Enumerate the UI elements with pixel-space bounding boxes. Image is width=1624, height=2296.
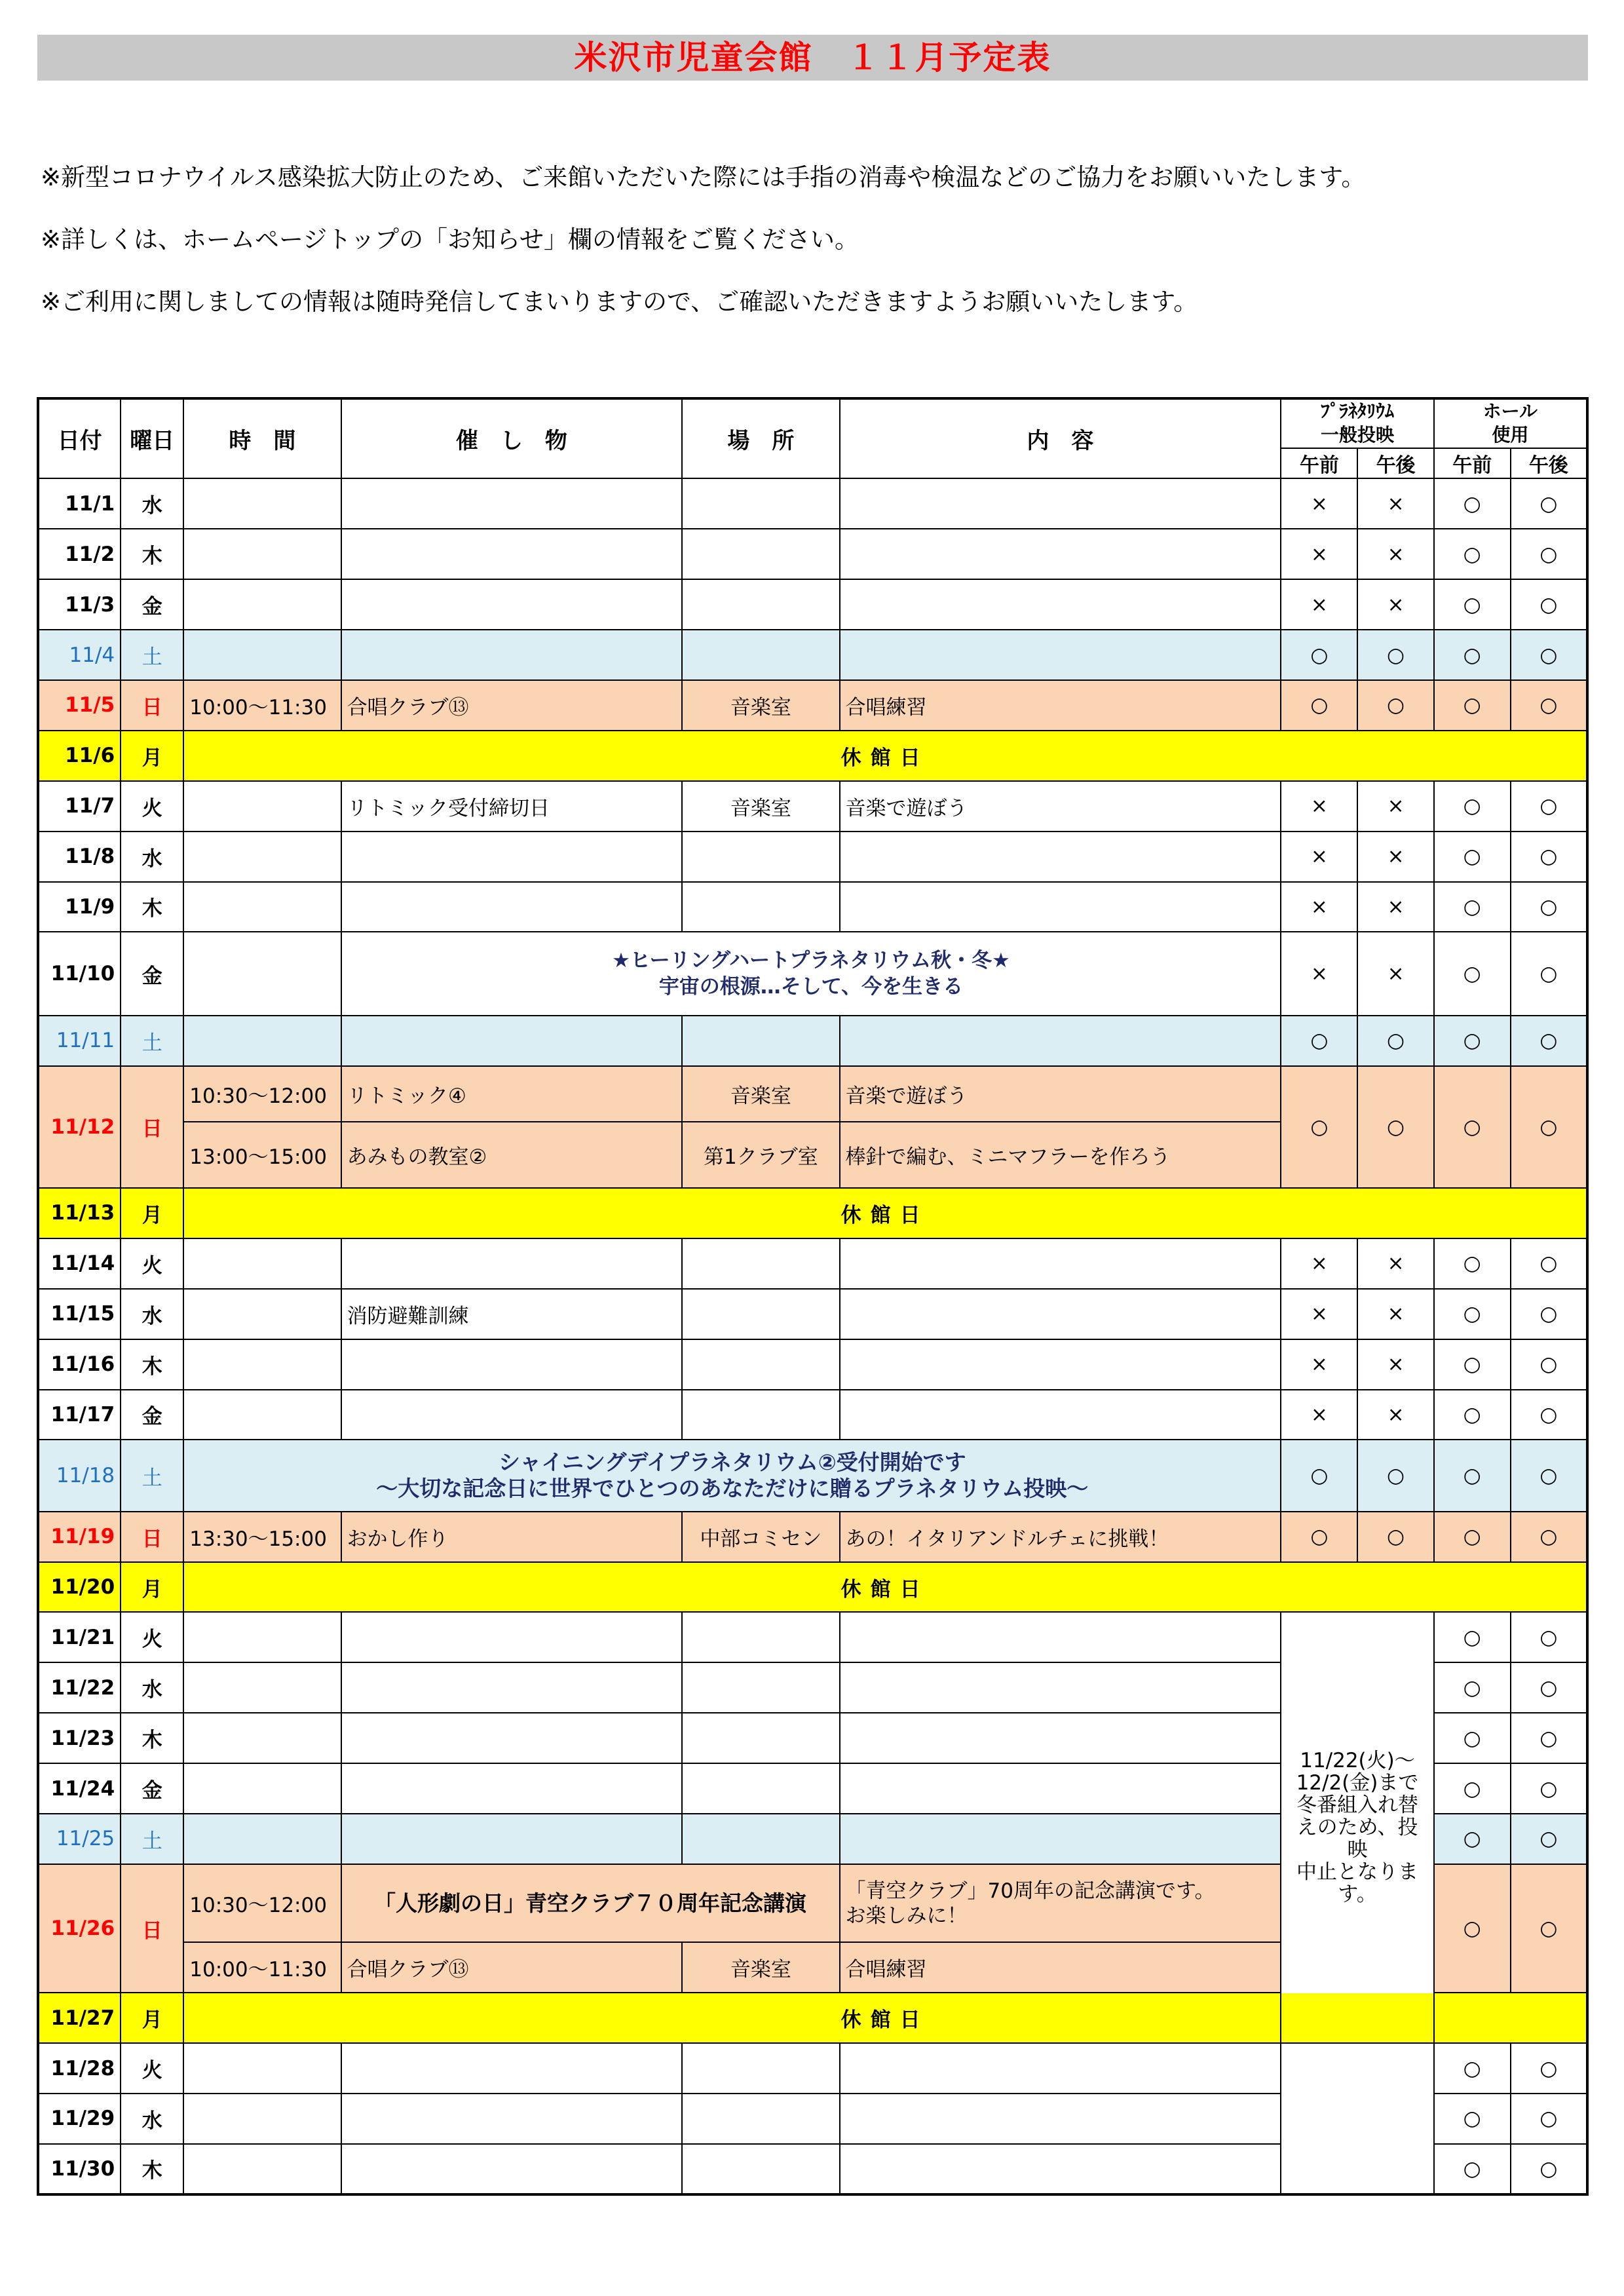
table-row — [38, 1289, 1587, 1339]
mark-cell: ○ — [1511, 478, 1587, 529]
mark-cell: × — [1357, 1390, 1433, 1440]
mark-cell: × — [1281, 1289, 1357, 1339]
place-cell — [682, 1289, 839, 1339]
mark-cell: ○ — [1511, 781, 1587, 832]
time-cell — [183, 1390, 341, 1440]
mark-cell: ○ — [1434, 781, 1511, 832]
event-cell — [341, 1662, 683, 1713]
time-cell — [183, 1289, 341, 1339]
planetarium-blank-cell — [1281, 2043, 1433, 2194]
mark-cell: ○ — [1357, 1512, 1433, 1562]
date-cell: 11/3 — [38, 579, 121, 630]
mark-cell: ○ — [1511, 2144, 1587, 2194]
date-cell: 11/4 — [38, 630, 121, 680]
weekday-cell: 月 — [121, 731, 183, 781]
mark-cell: × — [1281, 529, 1357, 579]
weekday-cell: 日 — [121, 1066, 183, 1188]
mark-cell: ○ — [1434, 1864, 1511, 1993]
time-cell — [183, 932, 341, 1015]
date-cell: 11/22 — [38, 1662, 121, 1713]
event-cell: あみもの教室② — [341, 1122, 683, 1188]
mark-cell: ○ — [1357, 630, 1433, 680]
weekday-cell: 火 — [121, 1238, 183, 1289]
closed-cell: 休館日 — [183, 1993, 1587, 2043]
weekday-cell: 金 — [121, 1763, 183, 1814]
header-am: 午前 — [1281, 448, 1357, 479]
mark-cell: ○ — [1511, 2043, 1587, 2094]
mark-cell: ○ — [1434, 2094, 1511, 2144]
event-cell — [341, 478, 683, 529]
mark-cell: ○ — [1511, 1238, 1587, 1289]
time-cell — [183, 1763, 341, 1814]
date-cell: 11/29 — [38, 2094, 121, 2144]
table-row — [38, 1993, 1587, 2043]
table-row — [38, 1016, 1587, 1066]
event-cell — [341, 529, 683, 579]
event-cell — [341, 1713, 683, 1763]
table-row — [38, 2043, 1587, 2094]
table-header-row — [38, 398, 1587, 448]
event-cell — [341, 1238, 683, 1289]
mark-cell: ○ — [1434, 680, 1511, 731]
event-cell: おかし作り — [341, 1512, 683, 1562]
closed-cell: 休館日 — [183, 1188, 1587, 1238]
mark-cell: × — [1281, 579, 1357, 630]
date-cell: 11/10 — [38, 932, 121, 1015]
content-cell — [840, 1763, 1281, 1814]
date-cell: 11/12 — [38, 1066, 121, 1188]
place-cell — [682, 832, 839, 882]
mark-cell: ○ — [1434, 478, 1511, 529]
weekday-cell: 火 — [121, 781, 183, 832]
content-cell — [840, 1016, 1281, 1066]
table-row — [38, 529, 1587, 579]
weekday-cell: 木 — [121, 529, 183, 579]
weekday-cell: 水 — [121, 478, 183, 529]
table-row — [38, 680, 1587, 731]
weekday-cell: 土 — [121, 1016, 183, 1066]
header-pm: 午後 — [1357, 448, 1433, 479]
date-cell: 11/9 — [38, 882, 121, 932]
date-cell: 11/15 — [38, 1289, 121, 1339]
time-cell — [183, 781, 341, 832]
mark-cell: ○ — [1281, 1440, 1357, 1511]
mark-cell: ○ — [1281, 630, 1357, 680]
time-cell — [183, 1713, 341, 1763]
mark-cell: × — [1357, 832, 1433, 882]
table-row — [38, 1339, 1587, 1390]
weekday-cell: 水 — [121, 2094, 183, 2144]
date-cell: 11/8 — [38, 832, 121, 882]
mark-cell: ○ — [1434, 1662, 1511, 1713]
time-cell — [183, 2043, 341, 2094]
content-cell — [840, 1339, 1281, 1390]
place-cell — [682, 2043, 839, 2094]
content-cell — [840, 1713, 1281, 1763]
mark-cell: ○ — [1357, 1066, 1433, 1188]
notice-line: ※ご利用に関しましての情報は随時発信してまいりますので、ご確認いただきますようお願いいたします。 — [41, 288, 1198, 316]
time-cell — [183, 832, 341, 882]
place-cell — [682, 630, 839, 680]
mark-cell: × — [1281, 882, 1357, 932]
place-cell: 第1クラブ室 — [682, 1122, 839, 1188]
mark-cell: ○ — [1511, 579, 1587, 630]
place-cell: 中部コミセン — [682, 1512, 839, 1562]
mark-cell: × — [1281, 1238, 1357, 1289]
weekday-cell: 日 — [121, 1512, 183, 1562]
event-notice: シャイニングデイプラネタリウム②受付開始です ～大切な記念日に世界でひとつのあなただけに贈るプラネタリウム投映～ — [183, 1440, 1281, 1511]
content-cell — [840, 1662, 1281, 1713]
mark-cell: ○ — [1434, 630, 1511, 680]
date-cell: 11/17 — [38, 1390, 121, 1440]
time-cell — [183, 630, 341, 680]
place-cell — [682, 1713, 839, 1763]
header-planetarium: ﾌﾟﾗﾈﾀﾘｳﾑ 一般投映 — [1281, 398, 1433, 448]
content-cell: 棒針で編む、ミニマフラーを作ろう — [840, 1122, 1281, 1188]
schedule-table — [37, 397, 1589, 2196]
mark-cell: ○ — [1511, 2094, 1587, 2144]
table-row — [38, 478, 1587, 529]
date-cell: 11/16 — [38, 1339, 121, 1390]
event-cell: 合唱クラブ⑬ — [341, 1942, 683, 1993]
mark-cell: ○ — [1434, 1440, 1511, 1511]
mark-cell: ○ — [1281, 680, 1357, 731]
table-row — [38, 630, 1587, 680]
mark-cell: ○ — [1511, 1339, 1587, 1390]
event-cell — [341, 630, 683, 680]
time-cell — [183, 882, 341, 932]
mark-cell: × — [1357, 1238, 1433, 1289]
place-cell — [682, 2094, 839, 2144]
weekday-cell: 木 — [121, 1339, 183, 1390]
content-cell — [840, 2043, 1281, 2094]
content-cell: 「青空クラブ」70周年の記念講演です。 お楽しみに！ — [840, 1864, 1281, 1942]
mark-cell: ○ — [1511, 1016, 1587, 1066]
header-hall: ホール 使用 — [1434, 398, 1587, 448]
mark-cell: ○ — [1511, 1390, 1587, 1440]
event-cell: 合唱クラブ⑬ — [341, 680, 683, 731]
weekday-cell: 火 — [121, 2043, 183, 2094]
event-cell — [341, 2144, 683, 2194]
header-weekday: 曜日 — [121, 398, 183, 478]
mark-cell: ○ — [1434, 1339, 1511, 1390]
time-cell — [183, 1814, 341, 1864]
place-cell — [682, 529, 839, 579]
weekday-cell: 月 — [121, 1993, 183, 2043]
mark-cell: × — [1281, 478, 1357, 529]
mark-cell: ○ — [1511, 1713, 1587, 1763]
event-cell — [341, 882, 683, 932]
mark-cell: ○ — [1434, 832, 1511, 882]
mark-cell: ○ — [1434, 932, 1511, 1015]
mark-cell: ○ — [1434, 2144, 1511, 2194]
closed-cell: 休館日 — [183, 1562, 1587, 1613]
time-cell — [183, 579, 341, 630]
date-cell: 11/19 — [38, 1512, 121, 1562]
mark-cell: ○ — [1434, 1066, 1511, 1188]
weekday-cell: 水 — [121, 832, 183, 882]
date-cell: 11/28 — [38, 2043, 121, 2094]
header-content: 内 容 — [840, 398, 1281, 478]
table-row — [38, 1562, 1587, 1613]
mark-cell: ○ — [1434, 1289, 1511, 1339]
mark-cell: ○ — [1511, 832, 1587, 882]
mark-cell: ○ — [1434, 1612, 1511, 1662]
content-cell — [840, 1612, 1281, 1662]
page-title: 米沢市児童会館 １１月予定表 — [37, 35, 1588, 81]
planetarium-suspension-note: 11/22(火)～ 12/2(金)まで 冬番組入れ替 えのため、投映 中止となりま す。 — [1281, 1612, 1433, 2043]
event-cell: 「人形劇の日」青空クラブ７０周年記念講演 — [341, 1864, 840, 1942]
time-cell: 10:30～12:00 — [183, 1066, 341, 1122]
mark-cell: ○ — [1357, 1016, 1433, 1066]
table-row — [38, 1440, 1587, 1511]
mark-cell: ○ — [1434, 1713, 1511, 1763]
content-cell: 合唱練習 — [840, 680, 1281, 731]
mark-cell: ○ — [1434, 2043, 1511, 2094]
event-cell: リトミック④ — [341, 1066, 683, 1122]
table-row — [38, 579, 1587, 630]
closed-cell: 休館日 — [183, 731, 1587, 781]
date-cell: 11/30 — [38, 2144, 121, 2194]
time-cell — [183, 478, 341, 529]
event-cell — [341, 1016, 683, 1066]
place-cell: 音楽室 — [682, 680, 839, 731]
place-cell: 音楽室 — [682, 781, 839, 832]
mark-cell: × — [1357, 882, 1433, 932]
place-cell: 音楽室 — [682, 1066, 839, 1122]
mark-cell: × — [1281, 781, 1357, 832]
table-row — [38, 932, 1587, 1015]
date-cell: 11/7 — [38, 781, 121, 832]
date-cell: 11/18 — [38, 1440, 121, 1511]
time-cell — [183, 1612, 341, 1662]
place-cell — [682, 1390, 839, 1440]
mark-cell: ○ — [1511, 1440, 1587, 1511]
date-cell: 11/5 — [38, 680, 121, 731]
event-cell — [341, 2094, 683, 2144]
mark-cell: ○ — [1434, 1763, 1511, 1814]
mark-cell: ○ — [1434, 1016, 1511, 1066]
mark-cell: ○ — [1511, 1864, 1587, 1993]
mark-cell: ○ — [1511, 630, 1587, 680]
mark-cell: × — [1281, 1339, 1357, 1390]
date-cell: 11/25 — [38, 1814, 121, 1864]
mark-cell: ○ — [1357, 680, 1433, 731]
weekday-cell: 月 — [121, 1188, 183, 1238]
date-cell: 11/20 — [38, 1562, 121, 1613]
event-cell — [341, 832, 683, 882]
content-cell — [840, 832, 1281, 882]
mark-cell: × — [1357, 1339, 1433, 1390]
header-am: 午前 — [1434, 448, 1511, 479]
mark-cell: ○ — [1511, 932, 1587, 1015]
weekday-cell: 土 — [121, 1814, 183, 1864]
time-cell — [183, 1662, 341, 1713]
time-cell — [183, 1238, 341, 1289]
place-cell — [682, 1238, 839, 1289]
place-cell — [682, 1814, 839, 1864]
notice-line: ※詳しくは、ホームページトップの「お知らせ」欄の情報をご覧ください。 — [41, 225, 859, 254]
content-cell — [840, 1390, 1281, 1440]
weekday-cell: 水 — [121, 1662, 183, 1713]
table-row — [38, 1612, 1587, 1662]
time-cell: 10:30～12:00 — [183, 1864, 341, 1942]
weekday-cell: 木 — [121, 2144, 183, 2194]
weekday-cell: 木 — [121, 882, 183, 932]
date-cell: 11/26 — [38, 1864, 121, 1993]
event-cell — [341, 1814, 683, 1864]
place-cell — [682, 2144, 839, 2194]
weekday-cell: 日 — [121, 680, 183, 731]
weekday-cell: 金 — [121, 1390, 183, 1440]
event-cell — [341, 1339, 683, 1390]
mark-cell: ○ — [1434, 1390, 1511, 1440]
mark-cell: ○ — [1434, 1512, 1511, 1562]
mark-cell: × — [1357, 1289, 1433, 1339]
mark-cell: ○ — [1434, 529, 1511, 579]
mark-cell: ○ — [1511, 1612, 1587, 1662]
header-pm: 午後 — [1511, 448, 1587, 479]
time-cell — [183, 529, 341, 579]
content-cell — [840, 2094, 1281, 2144]
mark-cell: ○ — [1511, 1662, 1587, 1713]
time-cell — [183, 1016, 341, 1066]
mark-cell: ○ — [1434, 1814, 1511, 1864]
table-row — [38, 832, 1587, 882]
weekday-cell: 水 — [121, 1289, 183, 1339]
weekday-cell: 金 — [121, 932, 183, 1015]
table-row — [38, 731, 1587, 781]
content-cell — [840, 630, 1281, 680]
table-row — [38, 781, 1587, 832]
mark-cell: ○ — [1511, 1066, 1587, 1188]
header-date: 日付 — [38, 398, 121, 478]
date-cell: 11/14 — [38, 1238, 121, 1289]
mark-cell: × — [1357, 932, 1433, 1015]
place-cell — [682, 579, 839, 630]
content-cell — [840, 1289, 1281, 1339]
event-cell: 消防避難訓練 — [341, 1289, 683, 1339]
mark-cell: ○ — [1511, 882, 1587, 932]
table-row — [38, 1390, 1587, 1440]
weekday-cell: 日 — [121, 1864, 183, 1993]
mark-cell: ○ — [1434, 579, 1511, 630]
mark-cell: ○ — [1281, 1066, 1357, 1188]
weekday-cell: 土 — [121, 1440, 183, 1511]
place-cell — [682, 1016, 839, 1066]
content-cell — [840, 1238, 1281, 1289]
date-cell: 11/21 — [38, 1612, 121, 1662]
mark-cell: × — [1357, 579, 1433, 630]
mark-cell: ○ — [1511, 680, 1587, 731]
mark-cell: × — [1357, 529, 1433, 579]
place-cell — [682, 478, 839, 529]
table-row — [38, 1512, 1587, 1562]
place-cell — [682, 1662, 839, 1713]
mark-cell: ○ — [1281, 1512, 1357, 1562]
mark-cell: ○ — [1511, 1289, 1587, 1339]
event-cell — [341, 1763, 683, 1814]
content-cell: あの！イタリアンドルチェに挑戦！ — [840, 1512, 1281, 1562]
header-time: 時 間 — [183, 398, 341, 478]
content-cell: 合唱練習 — [840, 1942, 1281, 1993]
time-cell: 10:00～11:30 — [183, 1942, 341, 1993]
mark-cell: ○ — [1511, 529, 1587, 579]
notice-line: ※新型コロナウイルス感染拡大防止のため、ご来館いただいた際には手指の消毒や検温などのご協力をお願いいたします。 — [41, 163, 1366, 191]
event-cell — [341, 1390, 683, 1440]
mark-cell: ○ — [1511, 1512, 1587, 1562]
place-cell — [682, 1339, 839, 1390]
mark-cell: ○ — [1511, 1763, 1587, 1814]
header-place: 場 所 — [682, 398, 839, 478]
mark-cell: ○ — [1511, 1814, 1587, 1864]
content-cell: 音楽で遊ぼう — [840, 781, 1281, 832]
date-cell: 11/23 — [38, 1713, 121, 1763]
mark-cell: × — [1281, 932, 1357, 1015]
date-cell: 11/13 — [38, 1188, 121, 1238]
date-cell: 11/1 — [38, 478, 121, 529]
time-cell — [183, 2094, 341, 2144]
content-cell — [840, 2144, 1281, 2194]
content-cell — [840, 529, 1281, 579]
mark-cell: ○ — [1434, 1238, 1511, 1289]
date-cell: 11/6 — [38, 731, 121, 781]
table-row — [38, 1188, 1587, 1238]
table-row — [38, 882, 1587, 932]
place-cell — [682, 1612, 839, 1662]
mark-cell: ○ — [1281, 1016, 1357, 1066]
event-notice: ★ヒーリングハートプラネタリウム秋・冬★ 宇宙の根源…そして、今を生きる — [341, 932, 1281, 1015]
date-cell: 11/11 — [38, 1016, 121, 1066]
event-cell: リトミック受付締切日 — [341, 781, 683, 832]
date-cell: 11/2 — [38, 529, 121, 579]
content-cell — [840, 882, 1281, 932]
content-cell: 音楽で遊ぼう — [840, 1066, 1281, 1122]
weekday-cell: 木 — [121, 1713, 183, 1763]
mark-cell: × — [1281, 832, 1357, 882]
event-cell — [341, 2043, 683, 2094]
place-cell: 音楽室 — [682, 1942, 839, 1993]
place-cell — [682, 1763, 839, 1814]
weekday-cell: 火 — [121, 1612, 183, 1662]
content-cell — [840, 1814, 1281, 1864]
mark-cell: × — [1357, 478, 1433, 529]
mark-cell: ○ — [1357, 1440, 1433, 1511]
event-cell — [341, 579, 683, 630]
mark-cell: × — [1357, 781, 1433, 832]
content-cell — [840, 478, 1281, 529]
content-cell — [840, 579, 1281, 630]
place-cell — [682, 882, 839, 932]
weekday-cell: 土 — [121, 630, 183, 680]
weekday-cell: 金 — [121, 579, 183, 630]
mark-cell: × — [1281, 1390, 1357, 1440]
table-row — [38, 1066, 1587, 1122]
event-cell — [341, 1612, 683, 1662]
date-cell: 11/24 — [38, 1763, 121, 1814]
date-cell: 11/27 — [38, 1993, 121, 2043]
table-row — [38, 1238, 1587, 1289]
time-cell: 10:00～11:30 — [183, 680, 341, 731]
time-cell — [183, 2144, 341, 2194]
mark-cell: ○ — [1434, 882, 1511, 932]
weekday-cell: 月 — [121, 1562, 183, 1613]
time-cell: 13:00～15:00 — [183, 1122, 341, 1188]
time-cell — [183, 1339, 341, 1390]
header-event: 催 し 物 — [341, 398, 683, 478]
time-cell: 13:30～15:00 — [183, 1512, 341, 1562]
